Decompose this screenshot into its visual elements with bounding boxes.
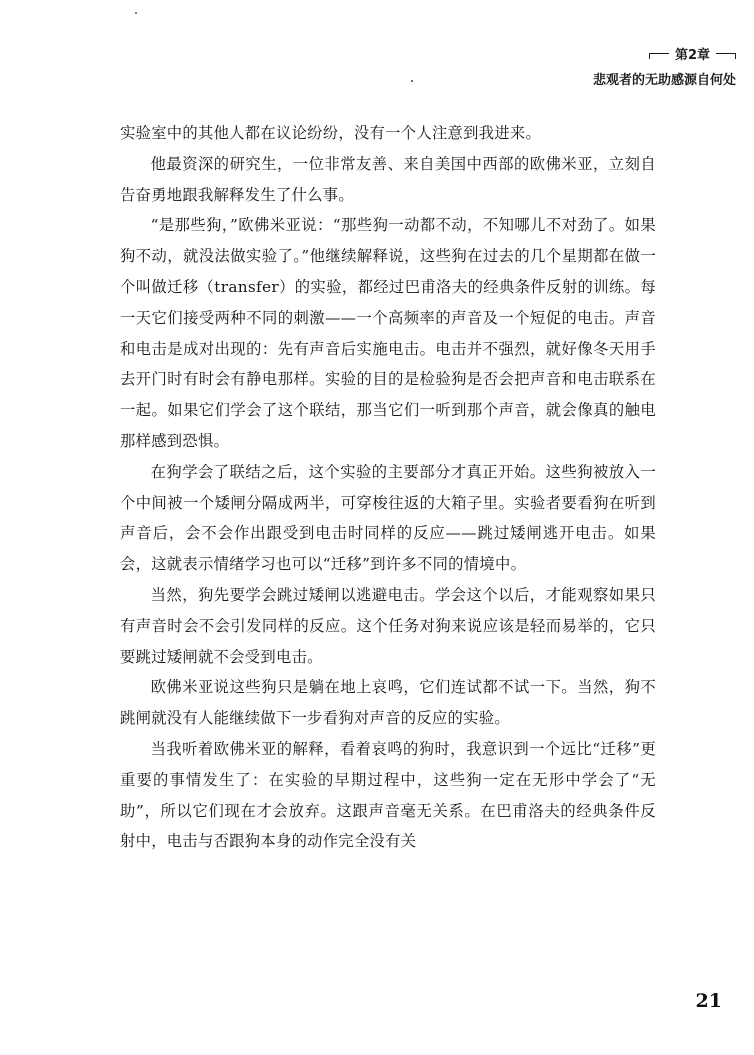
running-header <box>593 44 736 88</box>
chapter-label <box>593 44 736 63</box>
paragraph: 在狗学会了联结之后，这个实验的主要部分才真正开始。这些狗被放入一个中间被一个矮闸分隔成两半，可穿梭往返的大箱子里。实验者要看狗在听到声音后，会不会作出跟受到电击时同样的反应——跳过矮闸逃开电击。如果会，这就表示情绪学习也可以“迁移”到许多不同的情境中。 <box>120 462 656 574</box>
scan-speck <box>411 80 413 82</box>
paragraph: 当然，狗先要学会跳过矮闸以逃避电击。学会这个以后，才能观察如果只有声音时会不会引发同样的反应。这个任务对狗来说应该是轻而易举的，它只要跳过矮闸就不会受到电击。 <box>120 585 656 666</box>
chapter-rule-right <box>716 53 736 54</box>
paragraph: “是那些狗，”欧佛米亚说：“那些狗一动都不动，不知哪儿不对劲了。如果狗不动，就没法做实验了。”他继续解释说，这些狗在过去的几个星期都在做一个叫做迁移（transfer）的实验，都经过巴甫洛夫的经典条件反射的训练。每一天它们接受两种不同的刺激——一个高频率的声音及一个短促的电击。声音和电击是成对出现的：先有声音后实施电击。电击并不强烈，就好像冬天用手去开门时有时会有静电那样。实验的目的是检验狗是否会把声音和电击联系在一起。如果它们学会了这个联结，那当它们一听到那个声音，就会像真的触电那样感到恐惧。 <box>120 216 656 450</box>
body-text <box>120 118 656 857</box>
chapter-text: 第2章 <box>674 48 710 63</box>
paragraph: 实验室中的其他人都在议论纷纷，没有一个人注意到我进来。 <box>120 124 542 142</box>
paragraph: 欧佛米亚说这些狗只是躺在地上哀鸣，它们连试都不试一下。当然，狗不跳闸就没有人能继续做下一步看狗对声音的反应的实验。 <box>120 678 656 728</box>
section-title: 悲观者的无助感源自何处 <box>592 73 736 88</box>
scan-speck <box>135 12 137 14</box>
page-number: 21 <box>695 990 722 1012</box>
paragraph: 他最资深的研究生，一位非常友善、来自美国中西部的欧佛米亚，立刻自告奋勇地跟我解释发生了什么事。 <box>120 154 656 204</box>
paragraph: 当我听着欧佛米亚的解释，看着哀鸣的狗时，我意识到一个远比“迁移”更重要的事情发生了：在实验的早期过程中，这些狗一定在无形中学会了“无助”，所以它们现在才会放弃。这跟声音毫无关系。在巴甫洛夫的经典条件反射中，电击与否跟狗本身的动作完全没有关 <box>120 739 656 851</box>
chapter-rule-left <box>649 53 669 54</box>
